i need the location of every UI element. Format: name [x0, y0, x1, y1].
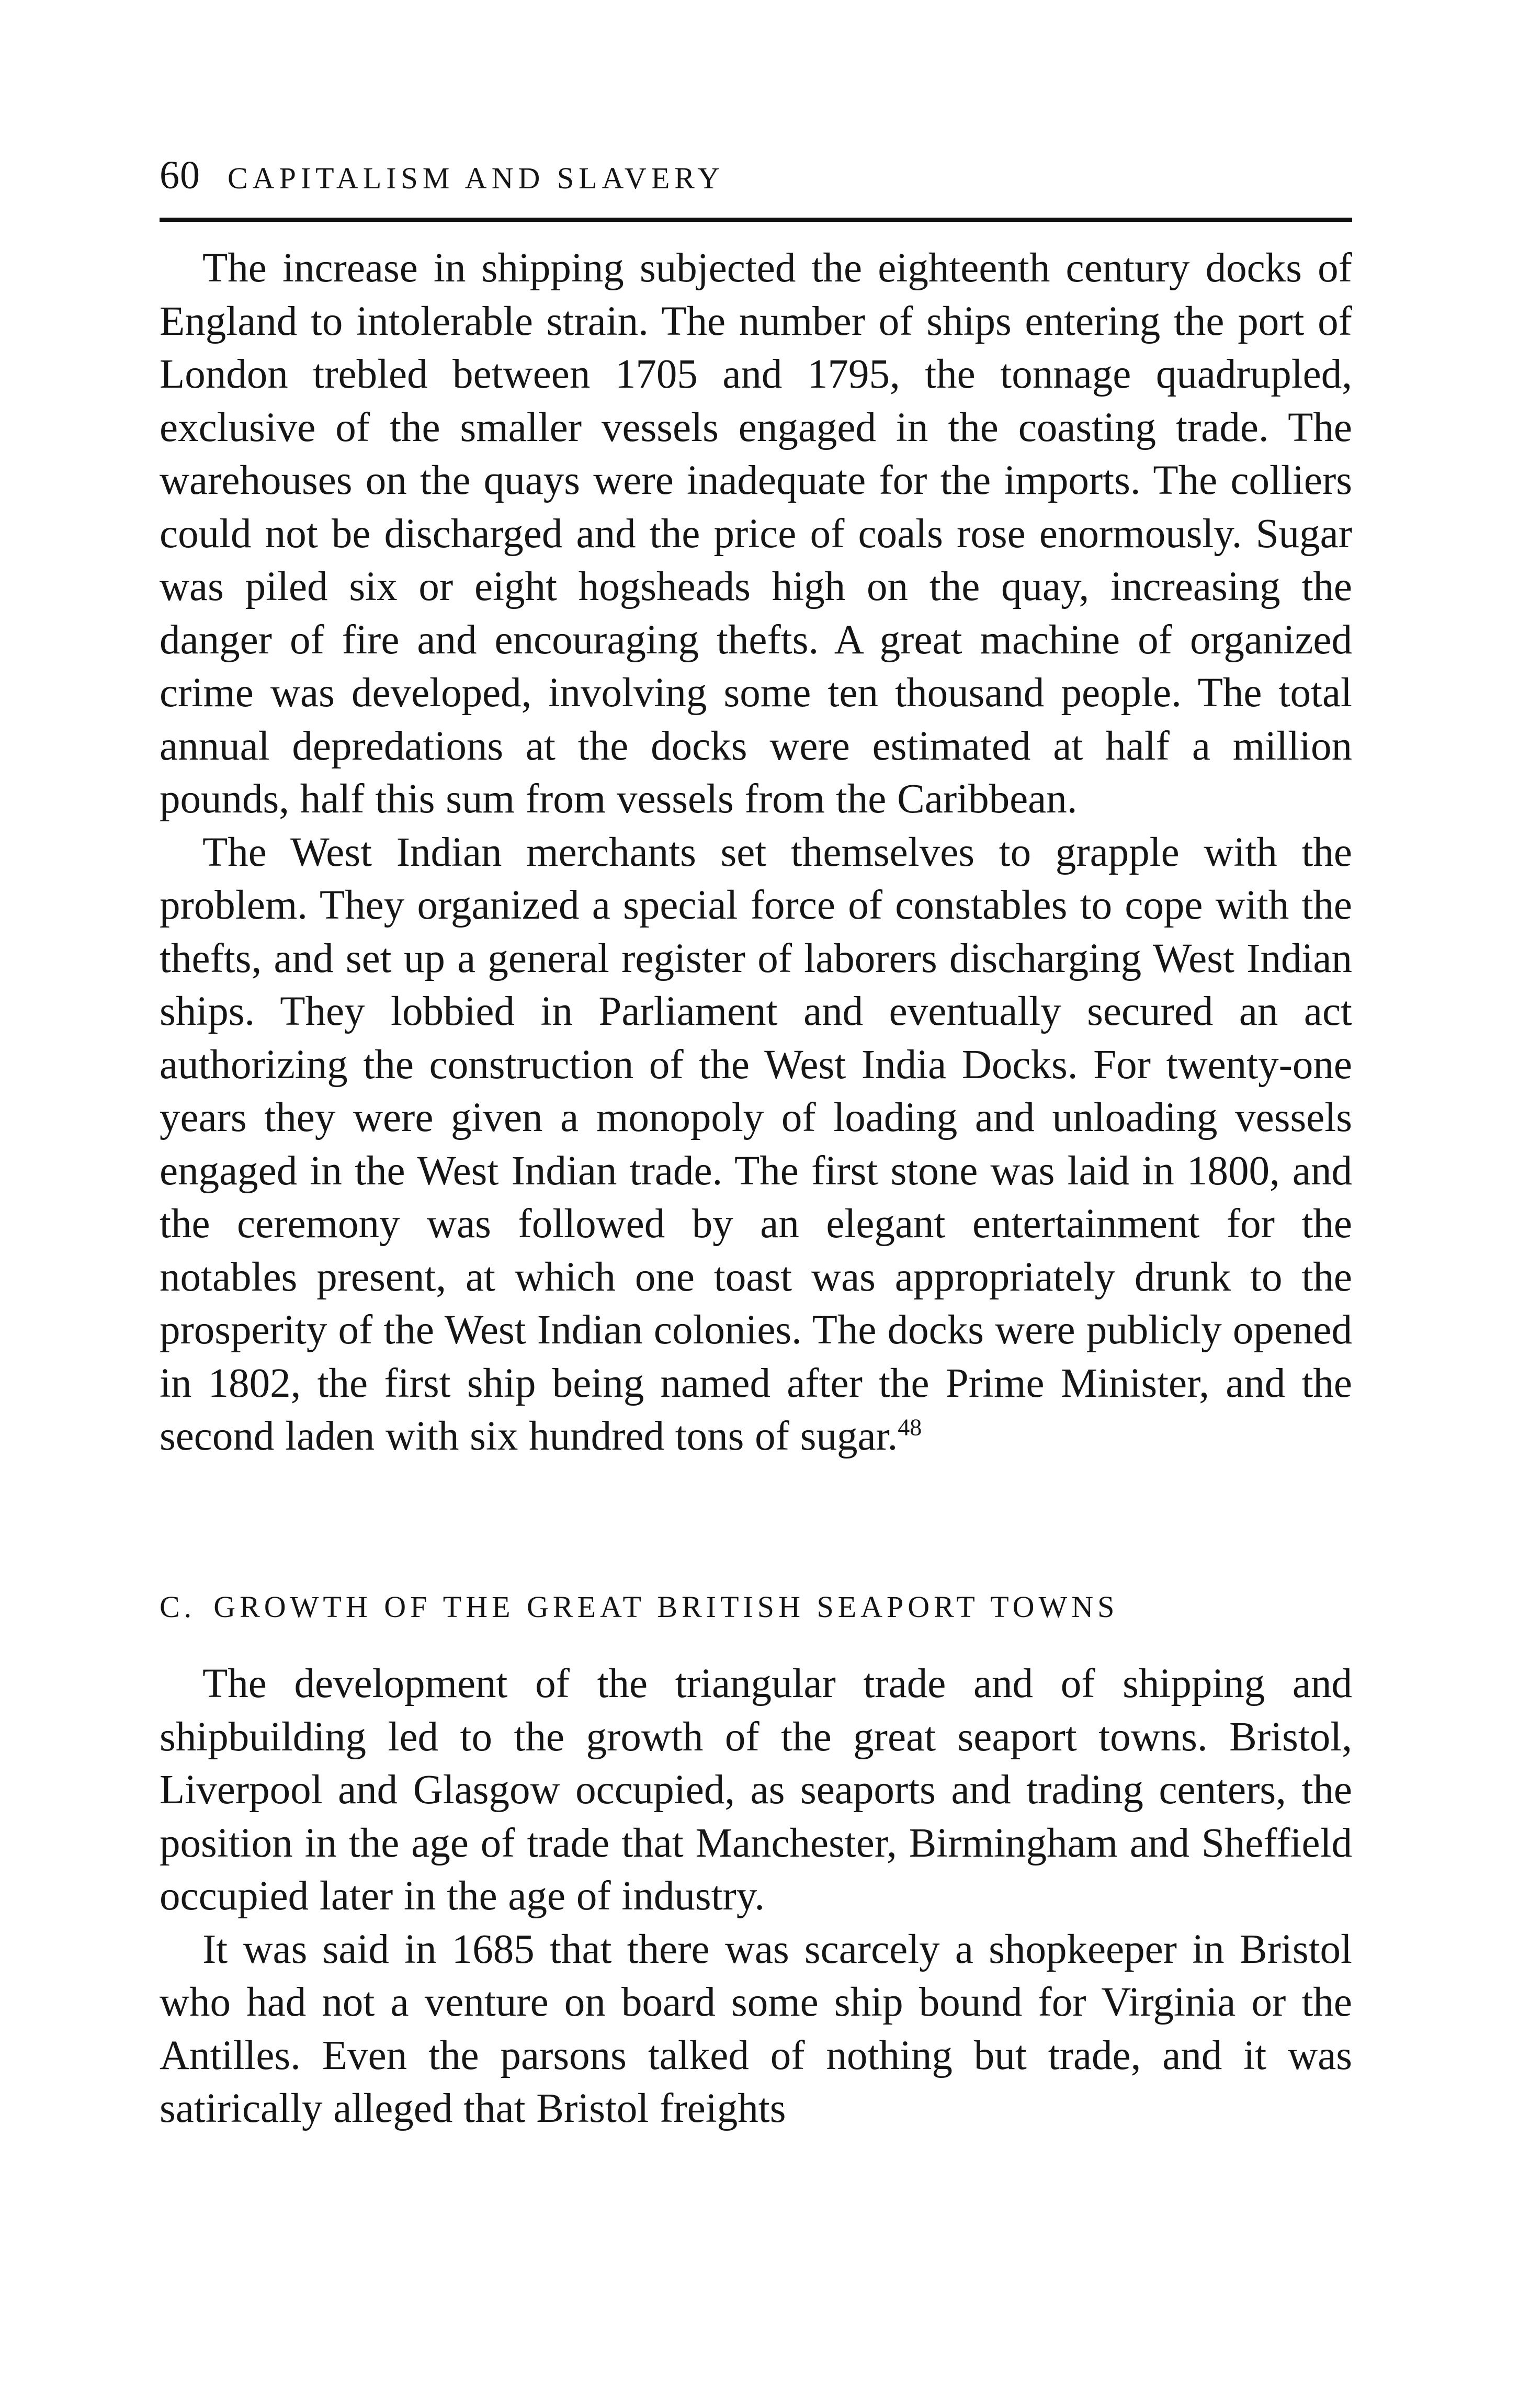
paragraph-text: The development of the triangular trade and of shipping and shipbuilding led to the growth of the great seaport towns. Bristol, Liverpool and Glasgow occupied, as seaports and trading centers, the position in the age of trade that Manchester, Birmingham and Sheffield occupied later in the age of industry. [160, 1661, 1352, 1919]
paragraph-text: The increase in shipping subjected the eighteenth century docks of England to intolerable strain. The number of ships entering the port of London trebled between 1705 and 1795, the tonnage quadrupled, exclusive of the smaller vessels engaged in the coasting trade. The warehouses on the quays were inadequate for the imports. The colliers could not be discharged and the price of coals rose enormously. Sugar was piled six or eight hogsheads high on the quay, increasing the danger of fire and encouraging thefts. A great machine of organized crime was developed, involving some ten thousand people. The total annual depredations at the docks were estimated at half a million pounds, half this sum from vessels from the Caribbean. [160, 245, 1352, 822]
section-label: C. [160, 1589, 196, 1624]
running-head [160, 153, 1352, 196]
body-text [160, 242, 1352, 2135]
header-rule [160, 218, 1352, 222]
paragraph-dock-strain [160, 242, 1352, 826]
paragraph-seaport-growth [160, 1657, 1352, 1923]
section-heading [160, 1580, 1352, 1634]
paragraph-text: It was said in 1685 that there was scarcely a shopkeeper in Bristol who had not a venture on board some ship bound for Virginia or the Antilles. Even the parsons talked of nothing but trade, and it was satirically alleged that Bristol freights [160, 1926, 1352, 2131]
section-title: GROWTH OF THE GREAT BRITISH SEAPORT TOWNS [213, 1589, 1119, 1624]
footnote-marker: 48 [898, 1414, 922, 1441]
paragraph-west-india-docks [160, 826, 1352, 1463]
running-title: CAPITALISM AND SLAVERY [228, 161, 724, 195]
book-page [160, 153, 1352, 2135]
paragraph-bristol [160, 1923, 1352, 2135]
page-number: 60 [160, 153, 200, 197]
paragraph-text: The West Indian merchants set themselves to grapple with the problem. They organized a special force of constables to cope with the thefts, and set up a general register of laborers discharging West Indian ships. They lobbied in Parliament and eventually secured an act authorizing the construction of the West India Docks. For twenty-one years they were given a monopoly of loading and unloading vessels engaged in the West Indian trade. The first stone was laid in 1800, and the ceremony was followed by an elegant entertainment for the notables present, at which one toast was appropriately drunk to the prosperity of the West Indian colonies. The docks were publicly opened in 1802, the first ship being named after the Prime Minister, and the second laden with six hundred tons of sugar. [160, 829, 1352, 1459]
